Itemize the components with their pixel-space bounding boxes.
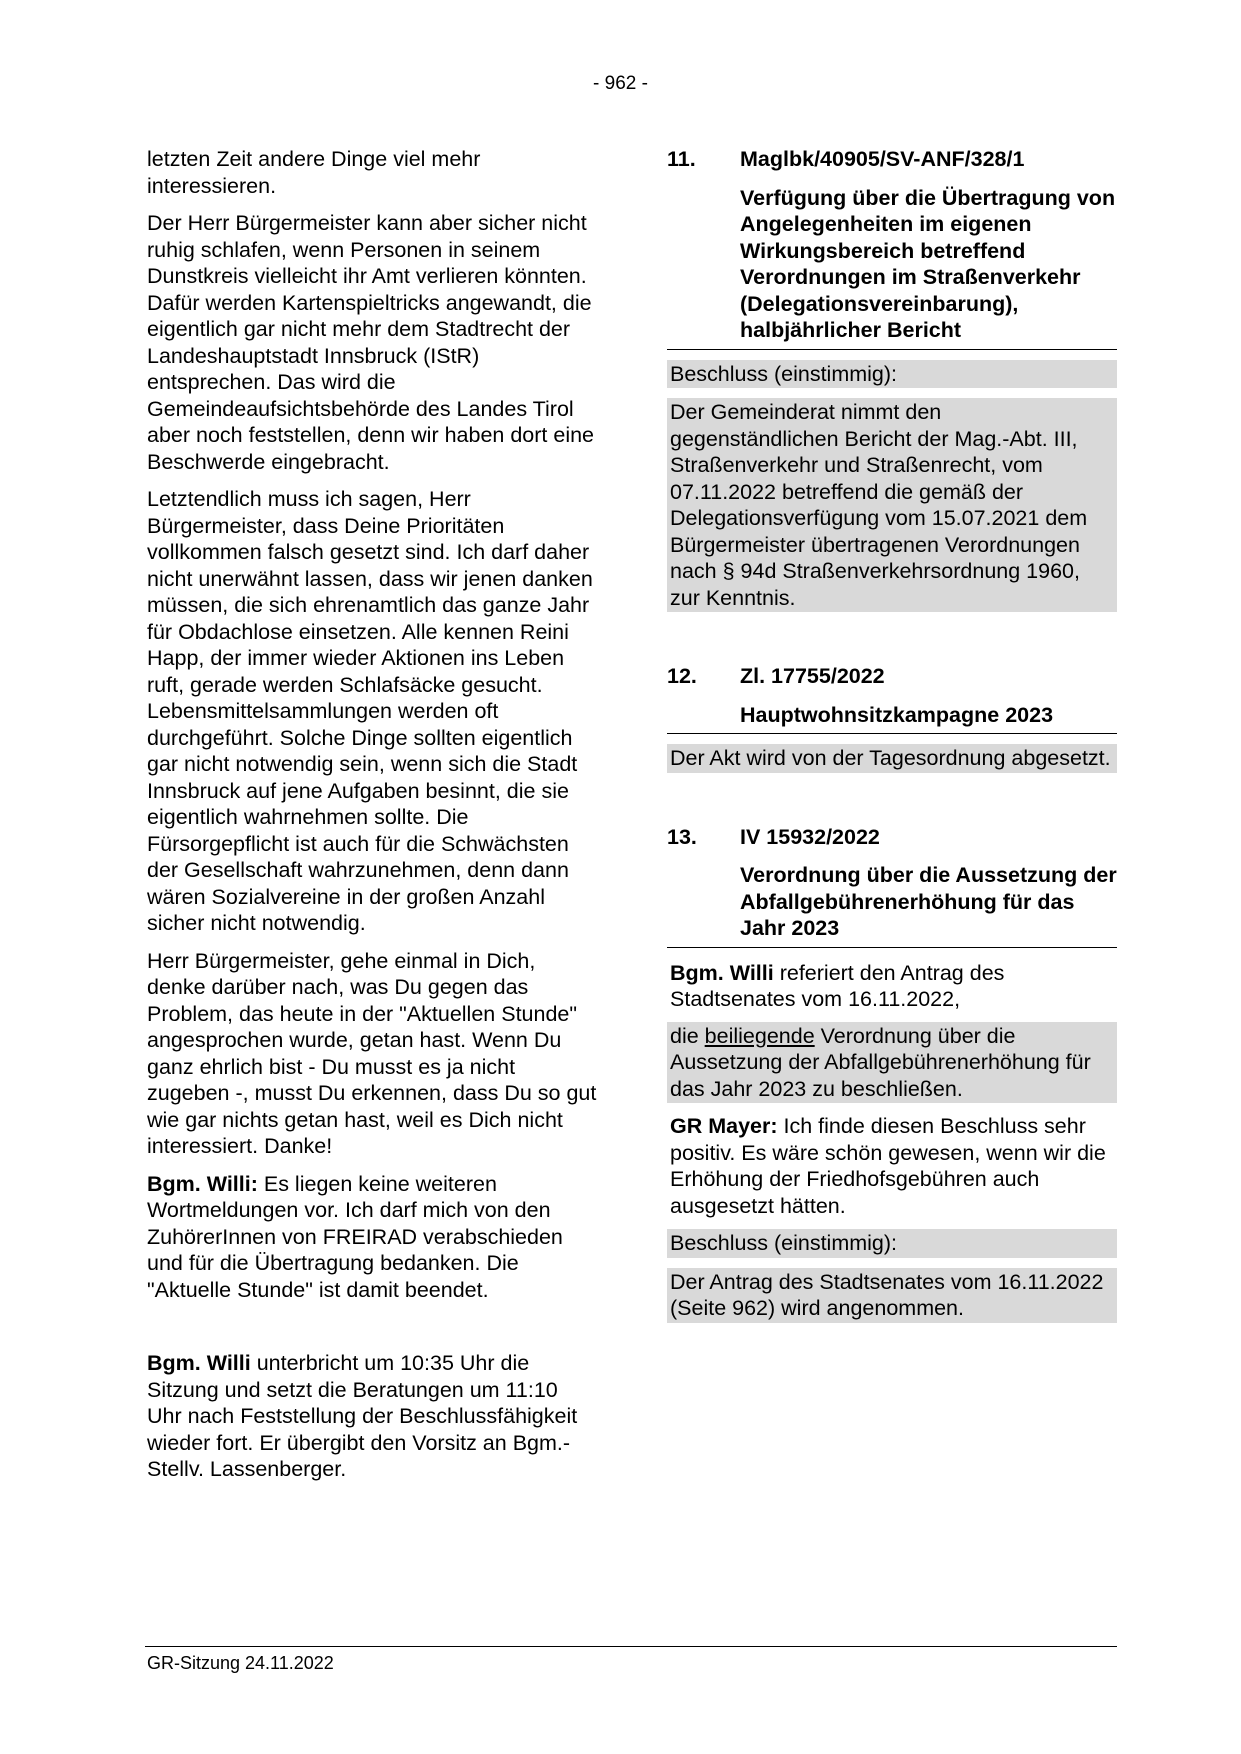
speech-paragraph (147, 1350, 597, 1483)
speaker-name: Bgm. Willi (147, 1351, 251, 1375)
right-column (667, 146, 1117, 1323)
item-title: Verordnung über die Aussetzung der Abfallgebührenerhöhung für das Jahr 2023 (667, 862, 1117, 948)
item-header (667, 824, 1117, 851)
item-reference: Zl. 17755/2022 (740, 664, 885, 688)
item-number: 11. (667, 147, 696, 171)
speaker-name: GR Mayer: (670, 1114, 778, 1138)
footer-divider (145, 1646, 1117, 1647)
item-header (667, 146, 1117, 173)
paragraph: Der Herr Bürgermeister kann aber sicher nicht ruhig schlafen, wenn Personen in seinem Dunstkreis vielleicht ihr Amt verlieren könnten. Dafür werden Kartenspieltricks angewandt, die eigentlich gar nicht mehr dem Stadtrecht der Landeshauptstadt Innsbruck (IStR) entsprechen. Das wird die Gemeindeaufsichtsbehörde des Landes Tirol aber noch feststellen, denn wir haben dort eine Beschwerde eingebracht. (147, 211, 595, 474)
speech-paragraph (667, 1113, 1117, 1219)
speech-text: referiert den Antrag des Stadtsenates vom 16.11.2022, (670, 960, 1005, 1011)
speech-text: unterbricht um 10:35 Uhr die Sitzung und setzt die Beratungen um 11:10 Uhr nach Feststellung der Beschlussfähigkeit wieder fort. Er übergibt den Vorsitz an Bgm.-Stellv. Lassenberger. (147, 1351, 578, 1481)
beschluss-label: Beschluss (einstimmig): (667, 360, 1117, 389)
agenda-item-11 (667, 146, 1117, 612)
item-header (667, 663, 1117, 690)
footer-text: GR-Sitzung 24.11.2022 (147, 1653, 334, 1673)
beschluss-label: Beschluss (einstimmig): (667, 1229, 1117, 1258)
item-title: Hauptwohnsitzkampagne 2023 (667, 702, 1117, 735)
speaker-name: Bgm. Willi (670, 960, 774, 985)
item-reference: Maglbk/40905/SV-ANF/328/1 (740, 147, 1025, 171)
paragraph: Letztendlich muss ich sagen, Herr Bürgermeister, dass Deine Prioritäten vollkommen falsch gesetzt sind. Ich darf daher nicht unerwähnt lassen, dass wir jenen danken müssen, die sich ehrenamtlich das ganze Jahr für Obdachlose einsetzen. Alle kennen Reini Happ, der immer wieder Aktionen ins Leben ruft, gerade werden Schlafsäcke gesucht. Lebensmittelsammlungen werden oft durchgeführt. Solche Dinge sollten eigentlich gar nicht notwendig sein, wenn sich die Stadt Innsbruck auf jene Aufgaben besinnt, die sie eigentlich wahrnehmen sollte. Die Fürsorgepflicht ist auch für die Schwächsten der Gesellschaft wahrzunehmen, denn dann wären Sozialvereine in der großen Anzahl sicher nicht notwendig. (147, 487, 593, 935)
item-note: Der Akt wird von der Tagesordnung abgesetzt. (667, 744, 1117, 773)
speech-text: Es liegen keine weiteren Wortmeldungen vor. Ich darf mich von den ZuhörerInnen von FREIRAD verabschieden und für die Übertragung bedanken. Die "Aktuelle Stunde" ist damit beendet. (147, 1171, 563, 1302)
underlined-word: beiliegende (704, 1023, 815, 1048)
beschluss-text: Der Gemeinderat nimmt den gegenständlichen Bericht der Mag.-Abt. III, Straßenverkehr und Straßenrecht, vom 07.11.2022 betreffend die gemäß der Delegationsverfügung vom 15.07.2021 dem Bürgermeister übertragenen Verordnungen nach § 94d Straßenverkehrsordnung 1960, zur Kenntnis. (667, 398, 1117, 612)
page-number: - 962 - (593, 73, 648, 94)
item-reference: IV 15932/2022 (740, 824, 880, 849)
paragraph: Herr Bürgermeister, gehe einmal in Dich, denke darüber nach, was Du gegen das Problem, das heute in der "Aktuellen Stunde" angesprochen wurde, getan hast. Wenn Du ganz ehrlich bist - Du musst es ja nicht zugeben -, musst Du erkennen, dass Du so gut wie gar nichts getan hast, weil es Dich nicht interessiert. Danke! (147, 948, 597, 1158)
paragraph: letzten Zeit andere Dinge viel mehr interessieren. (147, 147, 481, 198)
beschluss-text: Der Antrag des Stadtsenates vom 16.11.2022 (Seite 962) wird angenommen. (667, 1268, 1117, 1323)
antrag-prefix: die (670, 1023, 705, 1048)
speech-paragraph (667, 960, 1117, 1013)
antrag-text (667, 1022, 1117, 1104)
agenda-item-12 (667, 663, 1117, 773)
agenda-item-13 (667, 824, 1117, 1323)
speech-text: Ich finde diesen Beschluss sehr positiv. Es wäre schön gewesen, wenn wir die Erhöhung der Friedhofsgebühren auch ausgesetzt hätten. (670, 1114, 1106, 1218)
left-column (147, 146, 597, 1494)
item-number: 13. (667, 824, 697, 849)
speaker-name: Bgm. Willi: (147, 1171, 258, 1196)
item-title: Verfügung über die Übertragung von Angelegenheiten im eigenen Wirkungsbereich betreffend Verordnungen im Straßenverkehr (Delegationsvereinbarung), halbjährlicher Bericht (667, 185, 1117, 350)
speech-paragraph (147, 1171, 597, 1304)
item-number: 12. (667, 664, 697, 688)
antrag-suffix: Verordnung über die Aussetzung der Abfallgebührenerhöhung für das Jahr 2023 zu beschließen. (670, 1023, 1091, 1101)
